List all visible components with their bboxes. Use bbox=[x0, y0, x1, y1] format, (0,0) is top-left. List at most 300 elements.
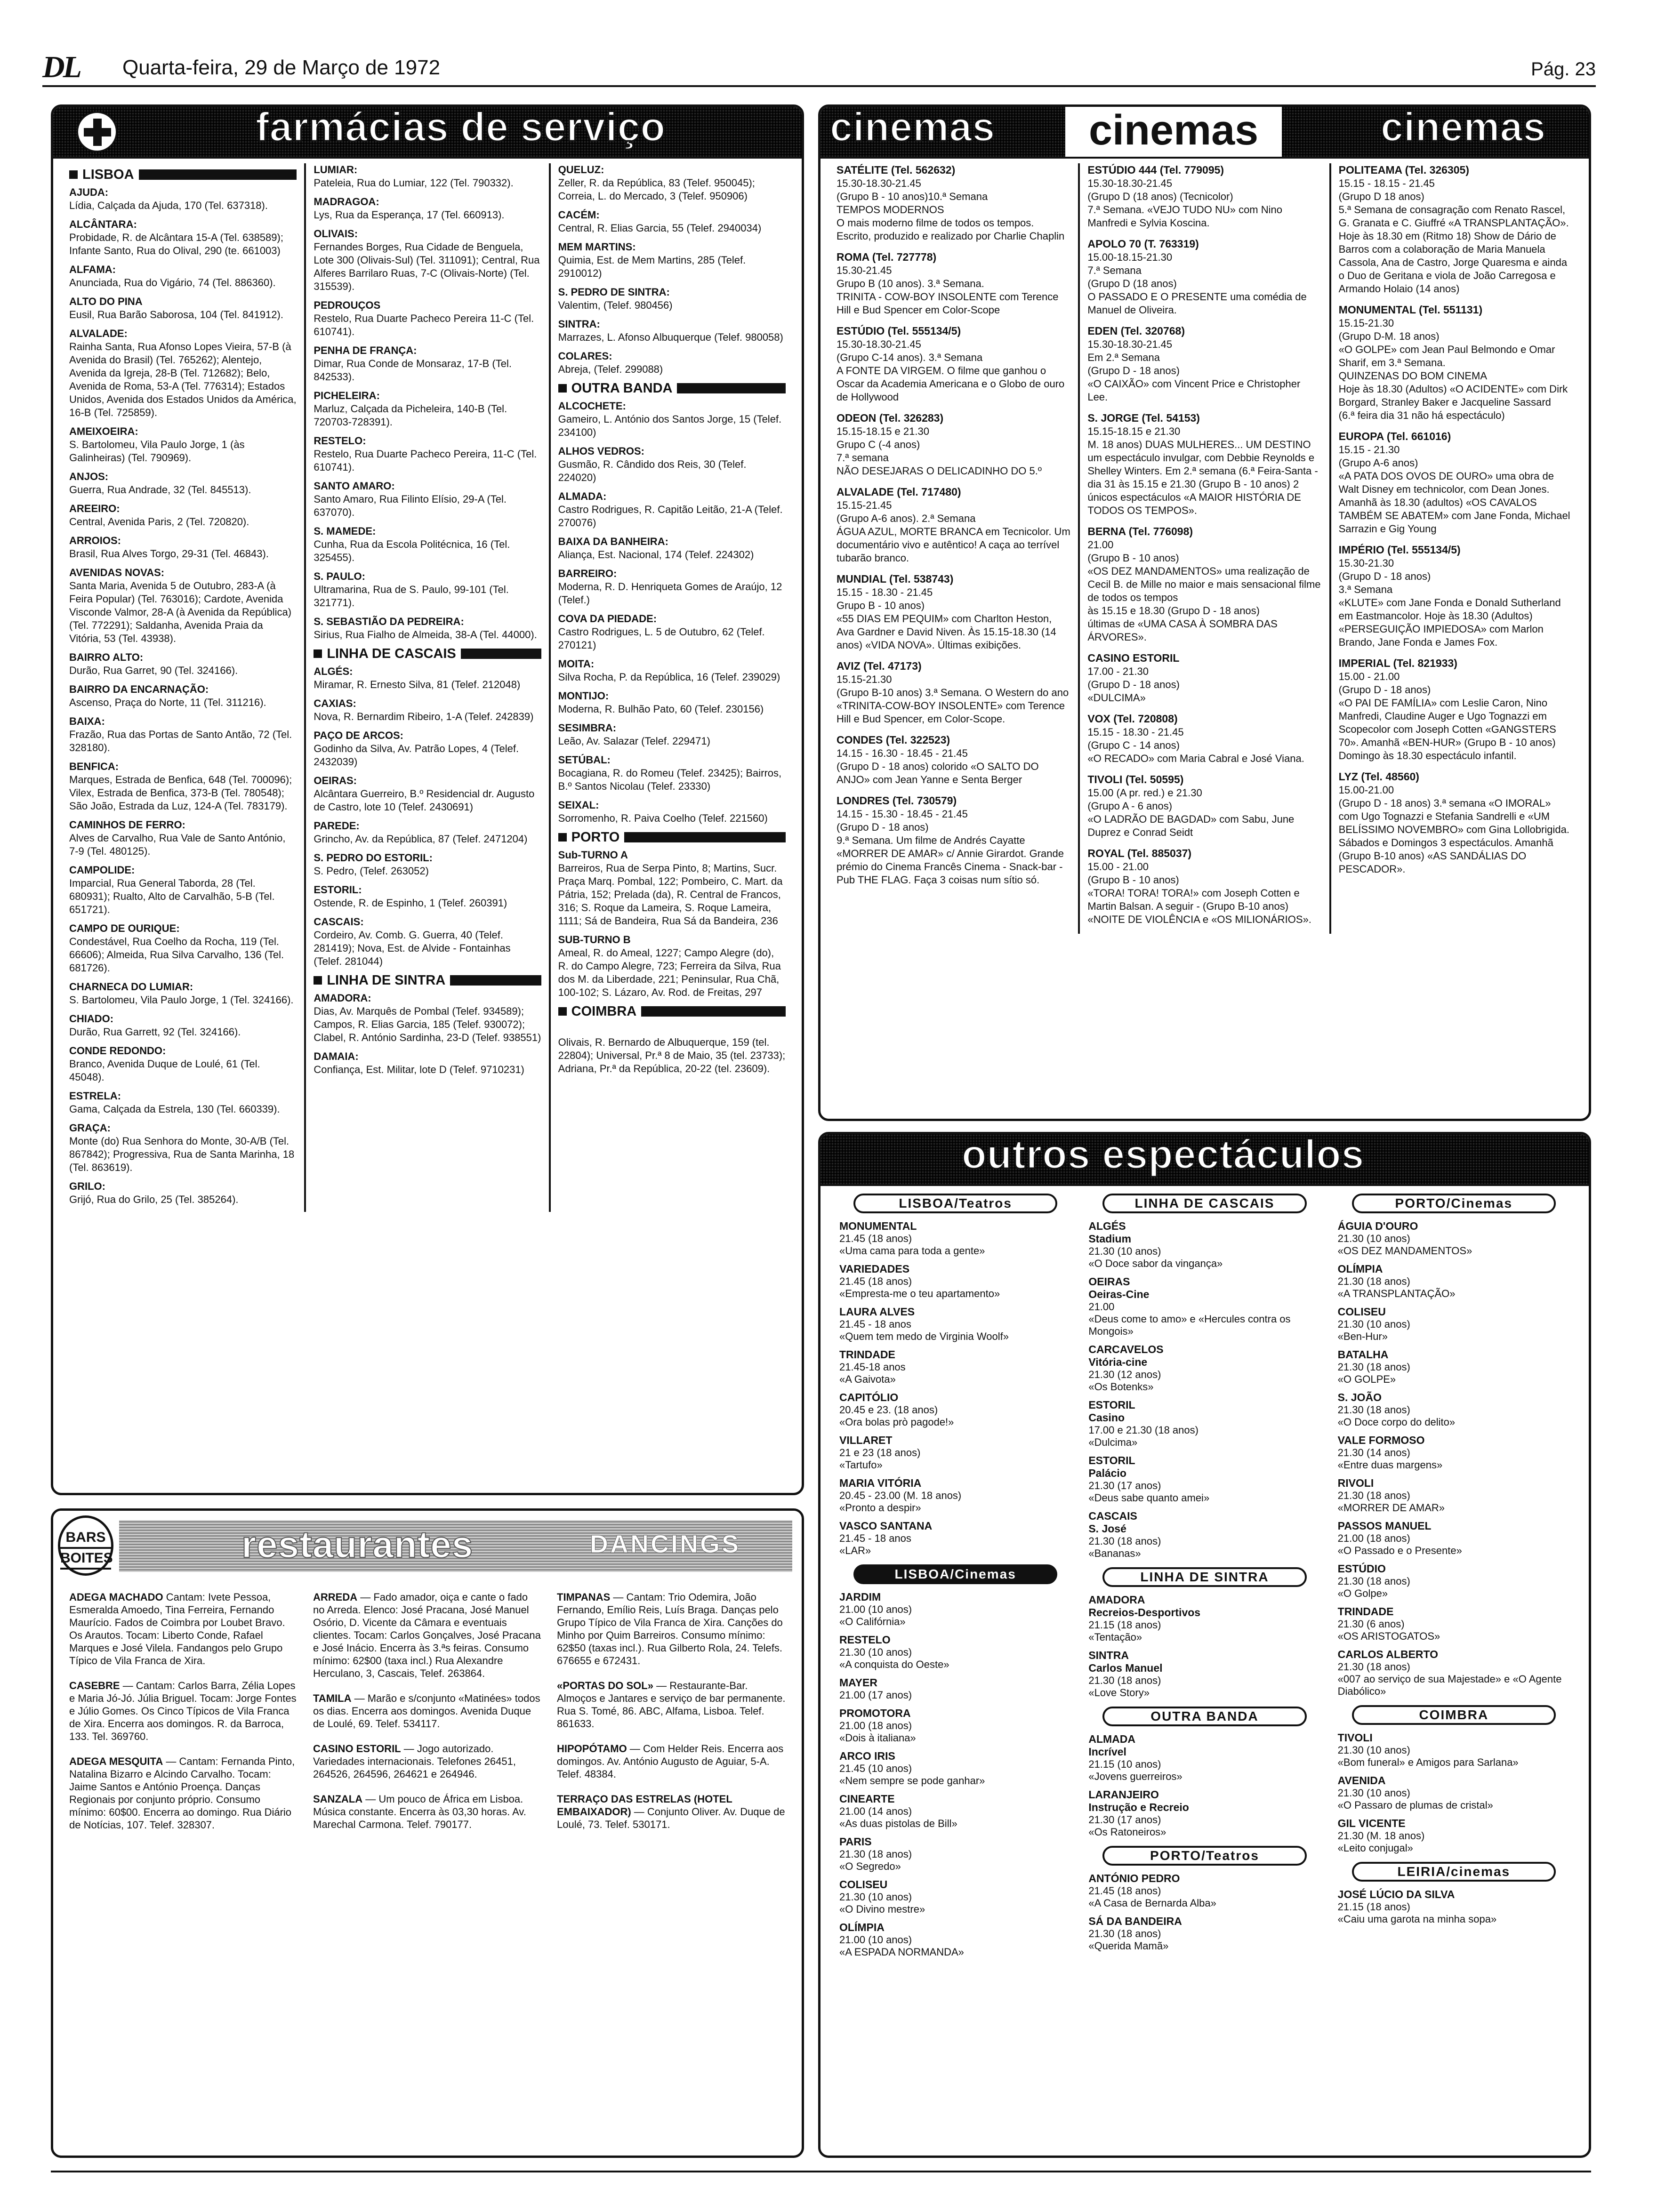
pharmacy-area: AREEIRO: bbox=[69, 503, 120, 514]
venue-details: 20.45 e 23. (18 anos) «Ora bolas prò pagode!» bbox=[839, 1404, 954, 1428]
venue-listing bbox=[1088, 1275, 1320, 1338]
venue-listing bbox=[1338, 1888, 1570, 1925]
pharmacy-area: ALGÉS: bbox=[314, 665, 353, 677]
cinema-name: ESTÚDIO (Tel. 555134/5) bbox=[837, 325, 961, 337]
pharmacy-entry bbox=[314, 195, 541, 222]
cinema-details: 14.15 - 15.30 - 18.45 - 21.45 (Grupo D - 18 anos) 9.ª Semana. Um filme de Andrés Cayatte «MORRER DE AMAR» c/ Annie Girardot. Grande prémio do Cinema Francês Cinema - Snack-bar - Pub THE FLAG. Faça 3 coisas num sítio só. bbox=[837, 808, 1064, 886]
venue-listing bbox=[1088, 1454, 1320, 1504]
restaurant-listing bbox=[69, 1755, 298, 1831]
venue-details: 21.30 (M. 18 anos) «Leito conjugal» bbox=[1337, 1830, 1425, 1854]
outros-col-3 bbox=[1329, 1186, 1578, 1964]
cinema-listing bbox=[1339, 303, 1573, 422]
pharmacy-area: SEIXAL: bbox=[558, 799, 599, 811]
cinema-name: MUNDIAL (Tel. 538743) bbox=[837, 573, 954, 585]
venue-name: ALGÉS Stadium bbox=[1088, 1220, 1132, 1245]
pharmacy-entry bbox=[69, 218, 297, 257]
pharmacy-area: MOITA: bbox=[558, 658, 595, 670]
cinema-name: CONDES (Tel. 322523) bbox=[837, 734, 950, 746]
pharmacy-area: CAMPOLIDE: bbox=[69, 864, 135, 876]
region-square-icon bbox=[314, 649, 322, 658]
pharmacy-details: Central, R. Elias Garcia, 55 (Telef. 2940034) bbox=[558, 222, 762, 234]
region-square-icon bbox=[558, 1007, 567, 1016]
cinema-name: ESTÚDIO 444 (Tel. 779095) bbox=[1087, 164, 1224, 176]
venue-details: 21.30 (18 anos) «O Golpe» bbox=[1337, 1575, 1410, 1599]
outros-banner bbox=[820, 1134, 1589, 1186]
restaurantes-col-3 bbox=[549, 1591, 793, 1843]
cinema-listing bbox=[1087, 712, 1321, 765]
restaurant-listing bbox=[313, 1742, 542, 1780]
venue-name: PARIS bbox=[839, 1835, 872, 1848]
restaurant-listing bbox=[557, 1742, 786, 1780]
venue-name: ÁGUIA D'OURO bbox=[1337, 1220, 1418, 1232]
pharmacy-region-header bbox=[69, 168, 297, 181]
region-bar bbox=[677, 383, 786, 393]
pharmacy-details: Marluz, Calçada da Picheleira, 140-B (Tel. 720703-728391). bbox=[314, 403, 507, 428]
venue-listing bbox=[1088, 1915, 1320, 1952]
restaurant-name: TIMPANAS bbox=[557, 1591, 611, 1603]
pharmacy-area: ALCOCHETE: bbox=[558, 400, 626, 412]
venue-details: 21.00 (14 anos) «As duas pistolas de Bill» bbox=[839, 1805, 957, 1829]
venue-details: 21.15 (18 anos) «Caiu uma garota na minha sopa» bbox=[1337, 1901, 1497, 1925]
venue-listing bbox=[1088, 1399, 1320, 1449]
cinema-listing bbox=[837, 733, 1070, 786]
pharmacy-entry bbox=[69, 534, 297, 561]
pharmacy-entry bbox=[314, 570, 541, 609]
pharmacy-area: MONTIJO: bbox=[558, 690, 609, 702]
venue-details: 21.00 (18 anos) «Dois à italiana» bbox=[839, 1720, 916, 1744]
venue-listing bbox=[839, 1520, 1071, 1557]
pharmacy-details: Santa Maria, Avenida 5 de Outubro, 283-A (à Feira Popular) (Tel. 763016); Cardote, Avenida Visconde Valmor, 28-A (à Avenida da República) (Tel. 772291); Saldanha, Avenida Praia da Vitória, 53 (Tel. 43938). bbox=[69, 580, 292, 644]
pharmacy-area: DAMAIA: bbox=[314, 1050, 359, 1062]
pharmacy-entry bbox=[558, 849, 786, 928]
venue-listing bbox=[839, 1391, 1071, 1428]
pharmacy-area: PENHA DE FRANÇA: bbox=[314, 345, 417, 356]
pharmacy-details: Marques, Estrada de Benfica, 648 (Tel. 700096); Vilex, Estrada de Benfica, 373-B (Tel. 780548); São João, Estrada da Luz, 124-A (Tel. 783179). bbox=[69, 774, 292, 812]
venue-listing bbox=[1338, 1263, 1570, 1300]
pharmacy-area: ANJOS: bbox=[69, 471, 109, 482]
pharmacy-area: MEM MARTINS: bbox=[558, 241, 636, 253]
venue-listing bbox=[1088, 1649, 1320, 1699]
venue-name: COLISEU bbox=[839, 1878, 888, 1891]
venue-name: VILLARET bbox=[839, 1434, 893, 1446]
pharmacy-area: CACÉM: bbox=[558, 209, 600, 221]
farmacias-banner bbox=[53, 104, 802, 159]
venue-details: 21.30 (10 anos) «O Passaro de plumas de cristal» bbox=[1337, 1787, 1493, 1811]
pharmacy-area: LUMIAR: bbox=[314, 164, 358, 176]
pharmacy-details: Frazão, Rua das Portas de Santo Antão, 72 (Tel. 328180). bbox=[69, 729, 292, 753]
venue-group-header: LINHA DE SINTRA bbox=[1102, 1567, 1306, 1587]
pharmacy-area: SINTRA: bbox=[558, 318, 600, 330]
pharmacy-details: Silva Rocha, P. da República, 16 (Telef. 239029) bbox=[558, 671, 780, 683]
bars-label: BARS bbox=[65, 1530, 106, 1545]
venue-details: 21.00 (10 anos) «A ESPADA NORMANDA» bbox=[839, 1934, 964, 1958]
venue-details: 21.30 (10 anos) «O Doce sabor da vingança» bbox=[1088, 1245, 1223, 1269]
cinemas-panel bbox=[818, 104, 1591, 1121]
venue-details: 21.45 (18 anos) «Empresta-me o teu apartamento» bbox=[839, 1275, 1000, 1299]
venue-details: 21.30 (18 anos) «Bananas» bbox=[1088, 1535, 1161, 1559]
region-square-icon bbox=[69, 170, 78, 179]
pharmacy-details: Monte (do) Rua Senhora do Monte, 30-A/B (Tel. 867842); Progressiva, Rua de Santa Marinha, 18 (Tel. 863619). bbox=[69, 1135, 295, 1173]
pharmacy-details: Ameal, R. do Ameal, 1227; Campo Alegre (do), R. do Campo Alegre, 723; Ferreira da Silva, Rua dos M. da Liberdade, 221; Peninsular, Rua Chã, 100-102; S. Lázaro, Av. Rod. de Freitas, 297 bbox=[558, 947, 781, 998]
venue-listing bbox=[1088, 1788, 1320, 1838]
dancings-label: DANCINGS bbox=[590, 1530, 741, 1558]
pharmacy-area: PEDROUÇOS bbox=[314, 299, 381, 311]
pharmacy-area: CASCAIS: bbox=[314, 916, 364, 928]
pharmacy-details: Marrazes, L. Afonso Albuquerque (Telef. 980058) bbox=[558, 331, 783, 343]
venue-name: TRINDADE bbox=[839, 1348, 895, 1361]
pharmacy-entry bbox=[314, 227, 541, 293]
cinema-listing bbox=[1087, 525, 1321, 644]
pharmacy-details: Durão, Rua Garret, 90 (Tel. 324166). bbox=[69, 665, 238, 676]
restaurantes-pattern bbox=[119, 1520, 792, 1572]
cinema-listing bbox=[837, 411, 1070, 478]
pharmacy-details: Central, Avenida Paris, 2 (Tel. 720820). bbox=[69, 516, 249, 528]
cinema-details: 15.15-18.15 e 21.30 M. 18 anos) DUAS MULHERES... UM DESTINO um espectáculo invulgar, com Debbie Reynolds e Shelley Winters. Em 2.ª semana (6.ª Feira-Santa - dia 31 às 15.15 e 21.30 (Grupo B - 10 anos) 2 únicos espectáculos «A MAIOR HISTÓRIA DE TODOS OS TEMPOS». bbox=[1087, 425, 1318, 516]
venue-details: 21.30 (14 anos) «Entre duas margens» bbox=[1337, 1447, 1443, 1471]
pharmacy-area: CAMINHOS DE FERRO: bbox=[69, 819, 185, 831]
cinema-name: LYZ (Tel. 48560) bbox=[1338, 770, 1419, 783]
venue-details: 21.00 (10 anos) «O Califórnia» bbox=[839, 1603, 912, 1627]
cinema-name: CASINO ESTORIL bbox=[1087, 652, 1180, 664]
cinema-listing bbox=[837, 324, 1070, 404]
pharmacy-entry bbox=[69, 1122, 297, 1174]
pharmacy-details: Moderna, R. Bulhão Pato, 60 (Telef. 230156) bbox=[558, 703, 764, 715]
outros-title: outros espectáculos bbox=[962, 1132, 1365, 1177]
pharmacy-area: AJUDA: bbox=[69, 186, 109, 198]
venue-listing bbox=[1088, 1733, 1320, 1783]
pharmacy-region-header bbox=[558, 1005, 786, 1018]
venue-details: 21.00 (18 anos) «O Passado e o Presente» bbox=[1337, 1532, 1462, 1556]
venue-name: ANTÓNIO PEDRO bbox=[1088, 1872, 1180, 1884]
venue-listing bbox=[839, 1707, 1071, 1744]
cinema-listing bbox=[837, 250, 1070, 317]
pharmacy-details: Guerra, Rua Andrade, 32 (Tel. 845513). bbox=[69, 484, 251, 496]
pharmacy-details: Godinho da Silva, Av. Patrão Lopes, 4 (Telef. 2432039) bbox=[314, 743, 519, 768]
restaurant-details: — Restaurante-Bar. Almoços e Jantares e serviço de bar permanente. Rua S. Tomé, 86. ABC, Alfama, Lisboa. Telef. 861633. bbox=[557, 1680, 786, 1730]
venue-name: ESTÚDIO bbox=[1337, 1563, 1386, 1575]
pharmacy-area: BAIRRO ALTO: bbox=[69, 651, 144, 663]
restaurant-name: CASEBRE bbox=[69, 1680, 120, 1691]
venue-listing bbox=[839, 1477, 1071, 1514]
pharmacy-entry bbox=[69, 651, 297, 677]
venue-details: 21.30 (6 anos) «OS ARISTOGATOS» bbox=[1337, 1618, 1440, 1642]
pharmacy-details: Cunha, Rua da Escola Politécnica, 16 (Tel. 325455). bbox=[314, 538, 510, 563]
restaurant-name: TERRAÇO DAS ESTRELAS (HOTEL EMBAIXADOR) bbox=[557, 1793, 732, 1818]
venue-listing bbox=[1338, 1774, 1570, 1811]
venue-name: BATALHA bbox=[1337, 1348, 1389, 1361]
venue-details: 21.30 (18 anos) «Love Story» bbox=[1088, 1675, 1161, 1699]
pharmacy-region-header bbox=[314, 647, 541, 660]
venue-listing bbox=[1338, 1520, 1570, 1557]
cinema-details: 15.30-18.30-21.45 (Grupo B - 10 anos)10.ª Semana TEMPOS MODERNOS O mais moderno filme de todos os tempos. Escrito, produzido e realizado por Charlie Chaplin bbox=[837, 177, 1065, 242]
pharmacy-area: Sub-TURNO A bbox=[558, 849, 628, 861]
pharmacy-details: Nova, R. Bernardim Ribeiro, 1-A (Telef. 242839) bbox=[314, 711, 534, 722]
restaurant-listing bbox=[557, 1679, 786, 1730]
farmacias-col-1 bbox=[62, 163, 304, 1212]
cinema-name: BERNA (Tel. 776098) bbox=[1087, 525, 1193, 537]
restaurant-details: — Marão e s/conjunto «Matinées» todos os dias. Encerra aos domingos. Avenida Duque de Loulé, 69. Telef. 534117. bbox=[313, 1692, 540, 1730]
venue-name: OLÍMPIA bbox=[1337, 1263, 1383, 1275]
cinema-details: 15.15 - 18.30 - 21.45 Grupo B - 10 anos) «55 DIAS EM PEQUIM» com Charlton Heston, Ava Gardner e David Niven. Às 15.15-18.30 (14 anos) «VIDA NOVA». Últimas exibições. bbox=[837, 586, 1056, 651]
pharmacy-details: Restelo, Rua Duarte Pacheco Pereira 11-C (Tel. 610741). bbox=[314, 313, 534, 337]
restaurant-listing bbox=[69, 1679, 298, 1743]
venue-listing bbox=[839, 1921, 1071, 1958]
pharmacy-area: S. SEBASTIÃO DA PEDREIRA: bbox=[314, 616, 464, 627]
region-name: PORTO bbox=[571, 830, 620, 845]
cinema-name: ROYAL (Tel. 885037) bbox=[1087, 847, 1192, 859]
pharmacy-details: Lys, Rua da Esperança, 17 (Tel. 660913). bbox=[314, 209, 505, 221]
pharmacy-entry bbox=[314, 525, 541, 564]
pharmacy-area: OEIRAS: bbox=[314, 775, 357, 786]
pharmacy-area: ALHOS VEDROS: bbox=[558, 445, 645, 457]
venue-group-header: PORTO/Cinemas bbox=[1352, 1194, 1556, 1213]
venue-listing bbox=[839, 1220, 1071, 1257]
venue-listing bbox=[839, 1348, 1071, 1386]
pharmacy-entry bbox=[558, 753, 786, 793]
pharmacy-details: Valentim, (Telef. 980456) bbox=[558, 299, 673, 311]
pharmacy-entry bbox=[558, 689, 786, 716]
venue-details: 21.30 (18 anos) «O GOLPE» bbox=[1337, 1361, 1410, 1385]
pharmacy-entry bbox=[558, 657, 786, 684]
venue-listing bbox=[1338, 1391, 1570, 1428]
pharmacy-entry bbox=[314, 615, 541, 641]
pharmacy-area: PAREDE: bbox=[314, 820, 360, 832]
cinema-listing bbox=[1087, 411, 1321, 517]
pharmacy-area: ALFAMA: bbox=[69, 264, 116, 275]
pharmacy-entry bbox=[558, 318, 786, 344]
pharmacy-entry bbox=[69, 1180, 297, 1206]
cinema-listing bbox=[1087, 651, 1321, 705]
venue-details: 20.45 - 23.00 (M. 18 anos) «Pronto a despir» bbox=[839, 1490, 962, 1514]
cinema-listing bbox=[1339, 543, 1573, 649]
cinema-listing bbox=[1087, 163, 1321, 230]
newspaper-logo: DL bbox=[42, 50, 80, 84]
venue-name: VASCO SANTANA bbox=[839, 1520, 933, 1532]
cinema-name: LONDRES (Tel. 730579) bbox=[837, 794, 957, 807]
cinema-name: TIVOLI (Tel. 50595) bbox=[1087, 773, 1184, 785]
pharmacy-details: Bocagiana, R. do Romeu (Telef. 23425); Bairros, B.º Santos Nicolau (Telef. 23330) bbox=[558, 767, 782, 792]
venue-listing bbox=[1088, 1510, 1320, 1560]
pharmacy-area: CONDE REDONDO: bbox=[69, 1045, 166, 1057]
restaurant-details: — Fado amador, oiça e cante o fado no Arreda. Elenco: José Pracana, José Manuel Osório, D. Vicente da Câmara e eventuais clientes. Tocam: Carlos Gonçalves, José Pracana e José Inácio. Encerra às 3.ªs feiras. Consumo mínimo: 62$00 (taxa incl.) Rua Alexandre Herculano, 3, Cascais, Telef. 263864. bbox=[313, 1591, 541, 1679]
cinema-listing bbox=[1339, 163, 1573, 296]
page-header bbox=[42, 49, 1596, 87]
cinema-listing bbox=[837, 163, 1070, 243]
pharmacy-area: AVENIDAS NOVAS: bbox=[69, 567, 165, 578]
cinema-name: APOLO 70 (T. 763319) bbox=[1087, 238, 1199, 250]
pharmacy-details: Grincho, Av. da República, 87 (Telef. 2471204) bbox=[314, 833, 528, 845]
pharmacy-entry bbox=[314, 480, 541, 519]
venue-details: 21.30 (10 anos) «OS DEZ MANDAMENTOS» bbox=[1337, 1233, 1472, 1257]
venue-listing bbox=[839, 1306, 1071, 1343]
pharmacy-entry bbox=[314, 389, 541, 429]
pharmacy-area: BARREIRO: bbox=[558, 568, 617, 579]
pharmacy-entry bbox=[314, 819, 541, 846]
venue-name: TIVOLI bbox=[1337, 1731, 1373, 1744]
venue-name: CASCAIS S. José bbox=[1088, 1510, 1137, 1535]
restaurant-details: Cantam: Ivete Pessoa, Esmeralda Amoedo, Tina Ferreira, Fernando Maurício. Fados de Coimbra por Loubet Bravo. Os Arautos. Tocam: Liberto Conde, Rafael Marques e José Vilela. Fandangos pelo Grupo Típico de Vila Franca de Xira. bbox=[69, 1591, 285, 1667]
pharmacy-details: Sirius, Rua Fialho de Almeida, 38-A (Tel. 44000). bbox=[314, 629, 537, 641]
pharmacy-area: CAXIAS: bbox=[314, 697, 356, 709]
pharmacy-details: Restelo, Rua Duarte Pacheco Pereira, 11-C (Tel. 610741). bbox=[314, 448, 537, 473]
restaurant-details: — Cantam: Trio Odemira, João Fernando, Emílio Reis, Luís Braga. Danças pelo Grupo Típico de Vila Franca de Xira. Canções do Minho por Quim Barreiros. Consumo mínimo: 62$50 (taxas incl.). Rua Gilberto Rola, 24. Telefs. 676655 e 672431. bbox=[557, 1591, 783, 1667]
pharmacy-entry bbox=[314, 729, 541, 769]
pharmacy-details: Pateleia, Rua do Lumiar, 122 (Tel. 790332). bbox=[314, 177, 514, 189]
restaurant-details: — Com Helder Reis. Encerra aos domingos. Av. António Augusto de Aguiar, 5-A. Telef. 48384. bbox=[557, 1743, 784, 1780]
pharmacy-details: Abreja, (Telef. 299088) bbox=[558, 363, 663, 375]
venue-listing bbox=[1338, 1348, 1570, 1386]
cinema-details: 14.15 - 16.30 - 18.45 - 21.45 (Grupo D - 18 anos) colorido «O SALTO DO ANJO» com Jean Yanne e Senta Berger bbox=[837, 747, 1039, 785]
pharmacy-entry bbox=[314, 883, 541, 910]
venue-listing bbox=[839, 1835, 1071, 1873]
cinemas-banner bbox=[820, 104, 1589, 159]
venue-listing bbox=[839, 1591, 1071, 1628]
pharmacy-details: Barreiros, Rua de Serpa Pinto, 8; Martins, Sucr. Praça Marq. Pombal, 122; Pombeiro, C. Mart. da Pátria, 152; Prelada (da), R. Central de Francos, 316; S. Roque da Lameira, S. Roque Lameira, 1111; Sá de Bandeira, Rua Sá da Bandeira, 236 bbox=[558, 862, 783, 927]
venue-details: 21.30 (18 anos) «O Segredo» bbox=[839, 1848, 912, 1872]
cinema-listing bbox=[837, 485, 1070, 565]
venue-listing bbox=[1338, 1731, 1570, 1769]
region-bar bbox=[624, 832, 786, 842]
pharmacy-details: Gusmão, R. Cândido dos Reis, 30 (Telef. 224020) bbox=[558, 458, 747, 483]
venue-listing bbox=[839, 1793, 1071, 1830]
venue-name: VALE FORMOSO bbox=[1337, 1434, 1425, 1446]
pharmacy-area: AMADORA: bbox=[314, 992, 371, 1004]
venue-name: MAYER bbox=[839, 1676, 877, 1689]
pharmacy-details: Olivais, R. Bernardo de Albuquerque, 159 (tel. 22804); Universal, Pr.ª 8 de Maio, 35 (tel. 23733); Adriana, Pr.ª da República, 20-22 (tel. 23609). bbox=[558, 1036, 786, 1074]
cinema-details: 15.00-18.15-21.30 7.ª Semana (Grupo D (18 anos) O PASSADO E O PRESENTE uma comédia de Manuel de Oliveira. bbox=[1087, 251, 1307, 316]
pharmacy-entry bbox=[314, 851, 541, 878]
pharmacy-entry bbox=[558, 799, 786, 825]
venue-name: ALMADA Incrível bbox=[1088, 1733, 1135, 1758]
region-square-icon bbox=[558, 833, 567, 842]
venue-details: 21.15 (10 anos) «Jovens guerreiros» bbox=[1088, 1758, 1182, 1782]
pharmacy-entry bbox=[558, 933, 786, 999]
pharmacy-details: Probidade, R. de Alcântara 15-A (Tel. 638589); Infante Santo, Rua do Olival, 290 (te. 661003) bbox=[69, 232, 283, 256]
restaurant-name: «PORTAS DO SOL» bbox=[557, 1680, 653, 1691]
pharmacy-entry bbox=[69, 1012, 297, 1039]
venue-listing bbox=[1338, 1306, 1570, 1343]
pharmacy-details: Lídia, Calçada da Ajuda, 170 (Tel. 637318). bbox=[69, 200, 268, 211]
venue-name: ESTORIL Palácio bbox=[1088, 1454, 1135, 1479]
pharmacy-details: Branco, Avenida Duque de Loulé, 61 (Tel. 45048). bbox=[69, 1058, 260, 1083]
pharmacy-entry bbox=[314, 163, 541, 190]
pharmacy-entry bbox=[314, 344, 541, 384]
restaurantes-banner bbox=[53, 1511, 802, 1581]
page-number: Pág. 23 bbox=[1531, 59, 1596, 80]
pharmacy-area: S. PEDRO DO ESTORIL: bbox=[314, 852, 433, 864]
venue-details: 21.30 (10 anos) «A conquista do Oeste» bbox=[839, 1646, 949, 1670]
venue-name: LAURA ALVES bbox=[839, 1306, 915, 1318]
venue-name: SÁ DA BANDEIRA bbox=[1088, 1915, 1182, 1927]
pharmacy-details: Cordeiro, Av. Comb. G. Guerra, 40 (Telef. 281419); Nova, Est. de Alvide - Fontainhas (Telef. 281044) bbox=[314, 929, 511, 967]
pharmacy-area: GRAÇA: bbox=[69, 1122, 111, 1134]
cinema-name: ROMA (Tel. 727778) bbox=[837, 251, 937, 263]
pharmacy-details: Anunciada, Rua do Vigário, 74 (Tel. 886360). bbox=[69, 277, 276, 289]
pharmacy-details: S. Bartolomeu, Vila Paulo Jorge, 1 (às Galinheiras) (Tel. 790969). bbox=[69, 439, 245, 464]
restaurantes-title: restaurantes bbox=[241, 1523, 474, 1565]
cinema-listing bbox=[1339, 770, 1573, 876]
venue-details: 21.45 (10 anos) «Nem sempre se pode ganhar» bbox=[839, 1763, 985, 1787]
cinema-name: IMPÉRIO (Tel. 555134/5) bbox=[1338, 544, 1461, 556]
venue-name: S. JOÃO bbox=[1337, 1391, 1382, 1403]
pharmacy-area: SANTO AMARO: bbox=[314, 480, 395, 492]
restaurant-name: ADEGA MACHADO bbox=[69, 1591, 163, 1603]
pharmacy-entry bbox=[69, 327, 297, 419]
cinema-name: S. JORGE (Tel. 54153) bbox=[1087, 412, 1200, 424]
pharmacy-area: QUELUZ: bbox=[558, 164, 604, 176]
venue-listing bbox=[1338, 1648, 1570, 1698]
pharmacy-entry bbox=[69, 295, 297, 321]
venue-name: AVENIDA bbox=[1337, 1774, 1386, 1787]
pharmacy-area: CHARNECA DO LUMIAR: bbox=[69, 981, 193, 993]
cinema-name: POLITEAMA (Tel. 326305) bbox=[1338, 164, 1470, 176]
pharmacy-area: ESTRELA: bbox=[69, 1090, 121, 1102]
pharmacy-entry bbox=[69, 864, 297, 916]
region-name: LISBOA bbox=[82, 167, 134, 182]
pharmacy-entry bbox=[558, 721, 786, 748]
venue-details: 21.30 (18 anos) «MORRER DE AMAR» bbox=[1337, 1490, 1445, 1514]
pharmacy-details: Sorromenho, R. Paiva Coelho (Telef. 221560) bbox=[558, 812, 768, 824]
cinema-details: 15.00 - 21.00 (Grupo D - 18 anos) «O PAI DE FAMÍLIA» com Leslie Caron, Nino Manfredi, Claudine Auger e Ugo Tognazzi em Scopecolor com Joseph Cotten «GANGSTERS 70». Amanhã «BEN-HUR» (Grupo B - 10 anos) Domingo às 18.30 espectáculo infantil. bbox=[1338, 671, 1556, 761]
pharmacy-area: ALVALADE: bbox=[69, 328, 128, 339]
pharmacy-details: Alves de Carvalho, Rua Vale de Santo António, 7-9 (Tel. 480125). bbox=[69, 832, 286, 857]
farmacias-col-3 bbox=[549, 163, 793, 1212]
restaurant-name: TAMILA bbox=[313, 1692, 352, 1704]
cinema-details: 15.00-21.00 (Grupo D - 18 anos) 3.ª semana «O IMORAL» com Ugo Tognazzi e Stefania Sandrelli e «UM BELÍSSIMO NOVEMBRO» com Gina Lollobrigida. Sábados e Domingos 3 espectáculos. Amanhã (Grupo B-10 anos) «AS SANDÁLIAS DO PESCADOR». bbox=[1338, 784, 1569, 875]
venue-name: CINEARTE bbox=[839, 1793, 895, 1805]
cinema-details: 15.15 - 21.30 (Grupo A-6 anos) «A PATA DOS OVOS DE OURO» uma obra de Walt Disney em technicolor, com Dean Jones. Amanhã às 18.30 (adultos) «OS CAVALOS TAMBÉM SE ABATEM» com Jane Fonda, Michael Sarrazin e Gig Young bbox=[1338, 444, 1570, 535]
venue-listing bbox=[1088, 1343, 1320, 1393]
cinema-details: 15.15-18.15 e 21.30 Grupo C (-4 anos) 7.ª semana NÃO DESEJARAS O DELICADINHO DO 5.º bbox=[837, 425, 1042, 477]
cinema-listing bbox=[837, 659, 1070, 726]
restaurant-name: SANZALA bbox=[313, 1793, 363, 1805]
pharmacy-entry bbox=[69, 470, 297, 497]
pharmacy-entry bbox=[558, 1023, 786, 1075]
cinemas-columns bbox=[820, 159, 1589, 938]
restaurant-details: — Cantam: Fernanda Pinto, Natalina Bizarro e Alcindo Carvalho. Tocam: Jaime Santos e António Proença. Danças Regionais por conjunto próprio. Consumo mínimo: 60$00. Encerra ao domingo. Rua Diário de Notícias, 107. Telef. 328307. bbox=[69, 1755, 295, 1831]
venue-listing bbox=[1088, 1220, 1320, 1270]
cinema-details: 15.30-18.30-21.45 Em 2.ª Semana (Grupo D - 18 anos) «O CAIXÃO» com Vincent Price e Christopher Lee. bbox=[1087, 338, 1301, 403]
restaurant-listing bbox=[313, 1793, 542, 1831]
cinema-details: 21.00 (Grupo B - 10 anos) «OS DEZ MANDAMENTOS» uma realização de Cecil B. de Mille no maior e mais sensacional filme de todos os tempos às 15.15 e 18.30 (Grupo D - 18 anos) últimas de «UMA CASA À SOMBRA DAS ÁRVORES». bbox=[1087, 539, 1321, 643]
cinema-details: 17.00 - 21.30 (Grupo D - 18 anos) «DULCIMA» bbox=[1087, 665, 1180, 704]
restaurant-listing bbox=[69, 1591, 298, 1667]
venue-listing bbox=[1338, 1220, 1570, 1257]
restaurant-details: — Cantam: Carlos Barra, Zélia Lopes e Maria Jó-Jó. Júlia Briguel. Tocam: Jorge Fontes e Júlio Gomes. Os Cinco Típicos de Vila Franca de Xira. Encerra aos domingos. R. da Barroca, 133. Tel. 369760. bbox=[69, 1680, 297, 1742]
pharmacy-entry bbox=[558, 445, 786, 484]
pharmacy-entry bbox=[69, 1090, 297, 1116]
region-square-icon bbox=[558, 384, 567, 393]
pharmacy-entry bbox=[314, 434, 541, 474]
venue-listing bbox=[1338, 1563, 1570, 1600]
pharmacy-details: Fernandes Borges, Rua Cidade de Benguela, Lote 300 (Olivais-Sul) (Tel. 311091); Central, Rua Alferes Barrilaro Ruas, 7-C (Olivais-Norte) (Tel. 315539). bbox=[314, 241, 540, 292]
restaurant-name: HIPOPÓTAMO bbox=[557, 1743, 627, 1755]
cinema-details: 15.30-18.30-21.45 (Grupo D (18 anos) (Tecnicolor) 7.ª Semana. «VEJO TUDO NU» com Nino Manfredi e Sylvia Koscina. bbox=[1087, 177, 1282, 229]
venue-details: 21.30 (17 anos) «Deus sabe quanto amei» bbox=[1088, 1480, 1210, 1504]
venue-listing bbox=[839, 1750, 1071, 1787]
venue-details: 21.30 (10 anos) «Ben-Hur» bbox=[1337, 1318, 1410, 1342]
pharmacy-details: Leão, Av. Salazar (Telef. 229471) bbox=[558, 735, 710, 747]
restaurant-listing bbox=[557, 1793, 786, 1831]
cinema-listing bbox=[1087, 237, 1321, 317]
venue-group-header: PORTO/Teatros bbox=[1102, 1846, 1306, 1866]
venue-group-header: LEIRIA/cinemas bbox=[1352, 1862, 1556, 1882]
venue-details: 17.00 e 21.30 (18 anos) «Dulcima» bbox=[1088, 1424, 1199, 1448]
restaurant-details: — Conjunto Oliver. Av. Duque de Loulé, 73. Telef. 530171. bbox=[557, 1806, 785, 1830]
cinemas-col-3 bbox=[1329, 163, 1580, 934]
venue-name: ARCO IRIS bbox=[839, 1750, 895, 1762]
region-name: LINHA DE CASCAIS bbox=[327, 646, 456, 661]
